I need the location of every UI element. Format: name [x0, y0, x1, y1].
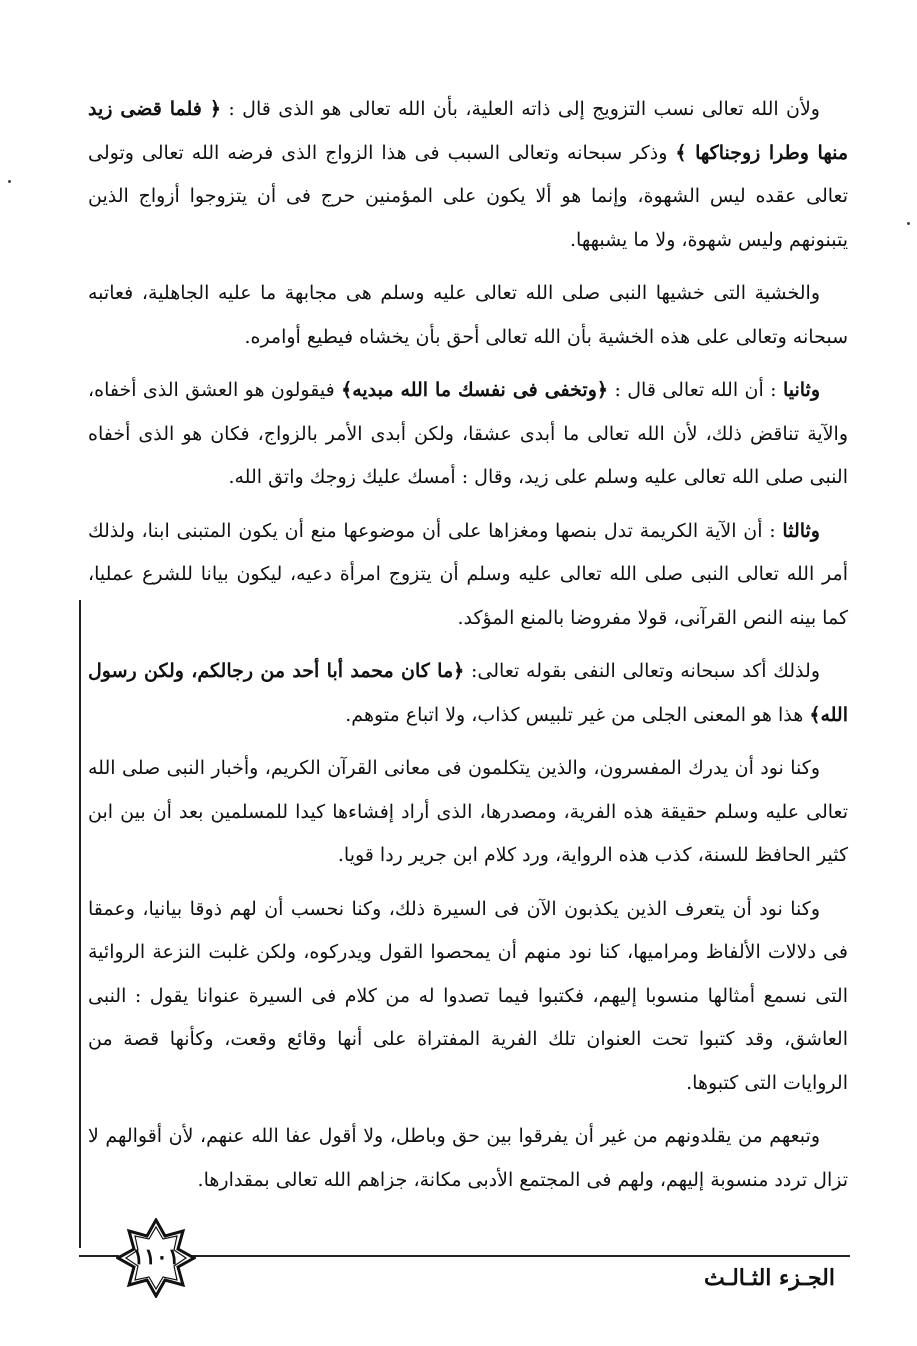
paragraph-7 — [88, 888, 848, 1106]
paragraph-text: فيقولون هو العشق الذى أخفاه، والآية تناقض ذلك، لأن الله تعالى ما أبدى عشقا، ولكن أبدى الأمر بالزواج، فكان هو الذى أخفاه النبى صلى الله تعالى عليه وسلم على زيد، وقال : أمسك عليك زوجك واتق الله. — [88, 379, 848, 488]
paragraph-text: : أن الله تعالى قال : — [614, 379, 777, 401]
point-heading: وثالثا — [782, 519, 820, 542]
paragraph-3 — [88, 369, 848, 500]
scan-speck — [907, 222, 910, 225]
page-border-horizontal — [79, 1255, 119, 1257]
paragraph-text: هذا هو المعنى الجلى من غير تلبيس كذاب، ولا اتباع متوهم. — [345, 703, 804, 726]
paragraph-2 — [88, 272, 848, 359]
point-heading: وثانيا — [782, 379, 821, 401]
scan-speck — [8, 180, 11, 183]
paragraph-text: : أن الآية الكريمة تدل بنصها ومغزاها على أن موضوعها منع أن يكون المتبنى ابنا، ولذلك أمر الله تعالى النبى صلى الله تعالى عليه وسلم أن يتزوج امرأة دعيه، ليكون بيانا للشرع عمليا، كما بينه النص القرآنى، قولا مفروضا بالمنع المؤكد. — [88, 519, 848, 629]
paragraph-text: وكنا نود أن يدرك المفسرون، والذين يتكلمون فى معانى القرآن الكريم، وأخبار النبى صلى الله تعالى عليه وسلم حقيقة هذه الفرية، ومصدرها، الذى أراد إفشاءها كيدا للمسلمين بعد أن بين ابن كثير الحافظ للسنة، كذب هذه الرواية، ورد كلام ابن جرير ردا قويا. — [88, 757, 848, 866]
paragraph-1 — [88, 88, 848, 262]
page-border-vertical — [79, 600, 81, 1248]
paragraph-text: وتبعهم من يقلدونهم من غير أن يفرقوا بين حق وباطل، ولا أقول عفا الله عنهم، لأن أقوالهم لا تزال تردد منسوبة إليهم، ولهم فى المجتمع الأدبى مكانة، جزاهم الله تعالى بمقدارها. — [88, 1125, 848, 1191]
paragraph-5 — [88, 650, 848, 737]
page-number-badge — [116, 1218, 196, 1298]
paragraph-text: ولذلك أكد سبحانه وتعالى النفى بقوله تعالى: — [471, 660, 820, 682]
part-label: الجـزء الثـالـث — [704, 1265, 835, 1291]
page-number: ١١٠١ — [132, 1244, 180, 1270]
paragraph-8 — [88, 1115, 848, 1202]
page-border-horizontal — [190, 1255, 850, 1257]
quranic-quote: ﴿ فلما قضى زيد منها وطرا زوجناكها ﴾ — [88, 98, 848, 164]
quranic-quote: ﴿ما كان محمد أبا أحد من رجالكم، ولكن رسول الله﴾ — [88, 660, 848, 726]
quranic-quote: ﴿وتخفى فى نفسك ما الله مبديه﴾ — [341, 379, 609, 401]
paragraph-text: والخشية التى خشيها النبى صلى الله تعالى عليه وسلم هى مجابهة ما عليه الجاهلية، فعاتبه سبحانه وتعالى على هذه الخشية بأن الله تعالى أحق بأن يخشاه فيطيع أوامره. — [88, 282, 848, 348]
paragraph-text: وذكر سبحانه وتعالى السبب فى هذا الزواج الذى فرضه الله تعالى وتولى تعالى عقده ليس الشهوة، وإنما هو ألا يكون على المؤمنين حرج فى أن يتزوجوا أزواج الذين يتبنونهم وليس شهوة، ولا ما يشبهها. — [88, 141, 848, 251]
paragraph-4 — [88, 510, 848, 641]
body-text — [88, 88, 848, 1212]
paragraph-text: ولأن الله تعالى نسب التزويج إلى ذاته العلية، بأن الله تعالى هو الذى قال : — [228, 98, 820, 120]
paragraph-text: وكنا نود أن يتعرف الذين يكذبون الآن فى السيرة ذلك، وكنا نحسب أن لهم ذوقا بيانيا، وعمقا فى دلالات الألفاظ ومراميها، كنا نود منهم أن يمحصوا القول ويدركوه، ولكن غلبت النزعة الروائية التى نسمع أمثالها منسوبا إليهم، فكتبوا فيما تصدوا له من كلام فى السيرة عنوانا يقول : النبى العاشق، وقد كتبوا تحت العنوان تلك الفرية المفتراة على أنها وقائع وقعت، وكأنها قصة من الروايات التى كتبوها. — [88, 897, 848, 1094]
paragraph-6 — [88, 747, 848, 878]
